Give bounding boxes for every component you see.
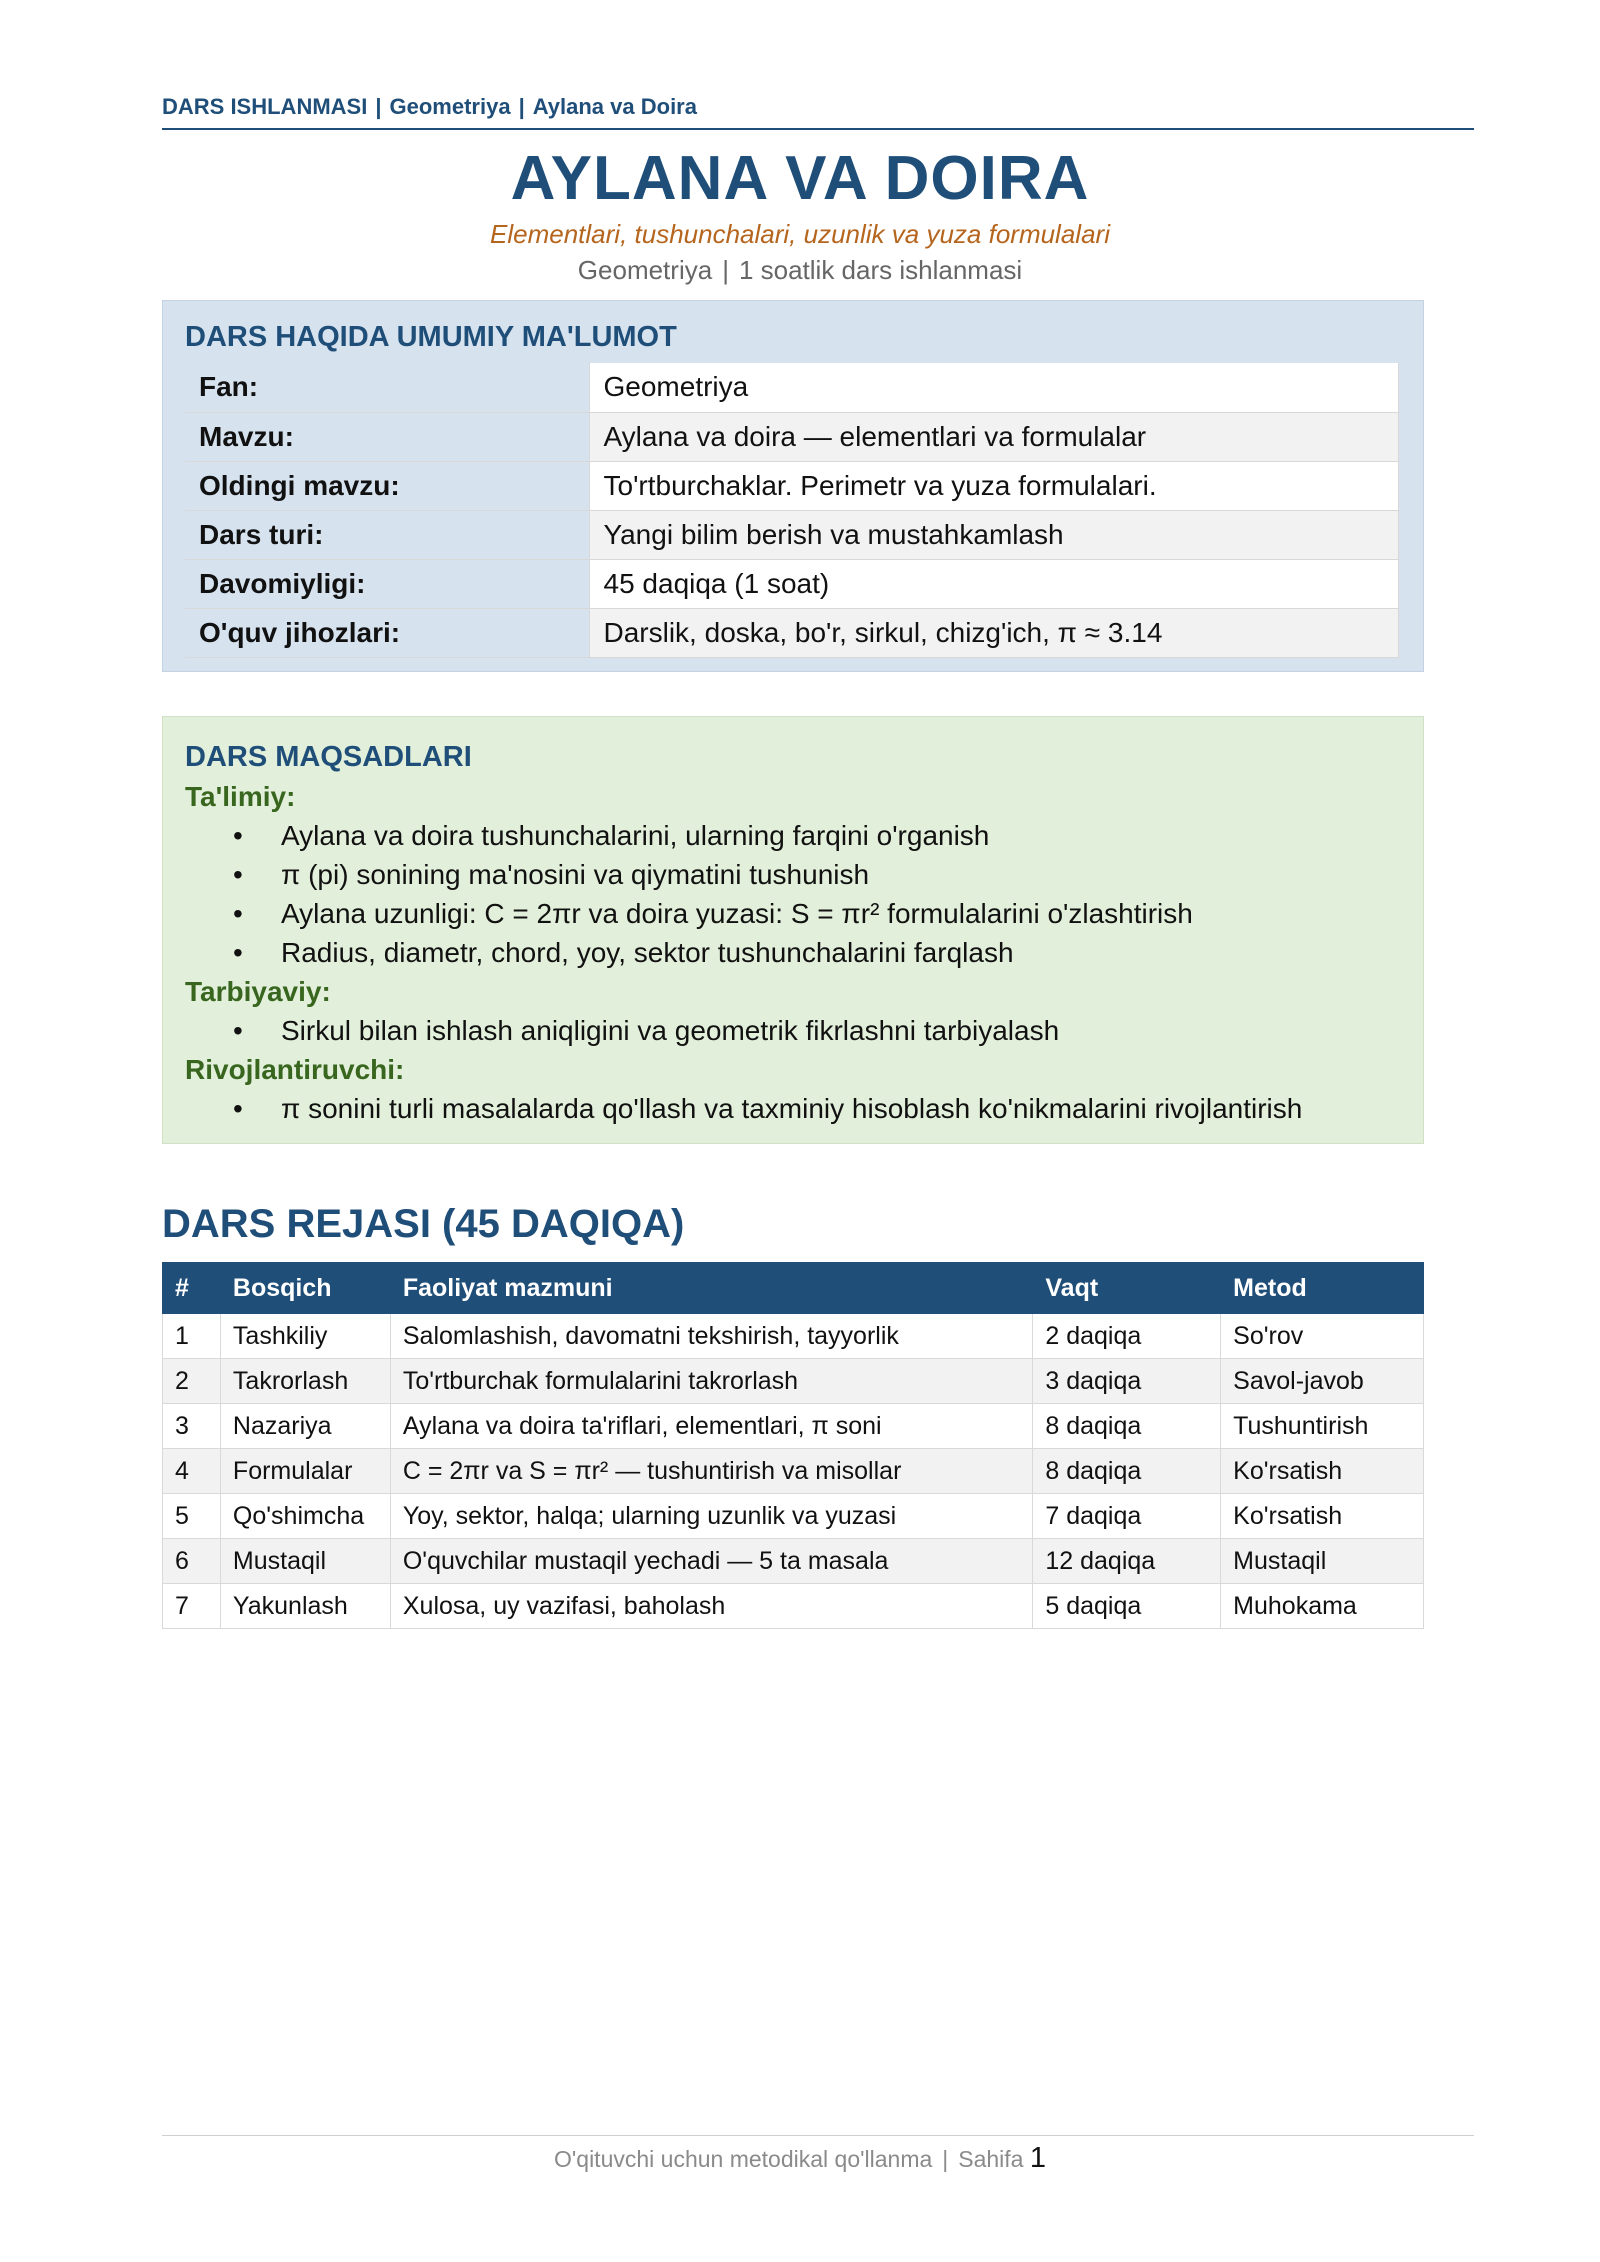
plan-cell-activity: O'quvchilar mustaqil yechadi — 5 ta masala [390, 1539, 1033, 1584]
subject-separator: | [722, 255, 729, 285]
plan-cell-number: 5 [163, 1494, 221, 1539]
header-separator: | [518, 94, 525, 119]
lesson-goals-box [162, 716, 1424, 1144]
plan-cell-activity: Xulosa, uy vazifasi, baholash [390, 1584, 1033, 1629]
lesson-goals-title: DARS MAQSADLARI [185, 741, 472, 773]
plan-cell-activity: Salomlashish, davomatni tekshirish, tayyorlik [390, 1314, 1033, 1359]
table-row [163, 1449, 1424, 1494]
running-header [162, 94, 1474, 130]
page-number: 1 [1029, 2142, 1046, 2174]
header-topic: Aylana va Doira [532, 94, 697, 119]
info-row [185, 363, 1399, 412]
info-value: Darslik, doska, bo'r, sirkul, chizg'ich, π ≈ 3.14 [589, 608, 1399, 657]
header-doc-type: DARS ISHLANMASI [162, 94, 368, 119]
info-key: Fan: [185, 363, 589, 412]
plan-cell-method: Ko'rsatish [1221, 1449, 1424, 1494]
subject-name: Geometriya [577, 255, 713, 285]
general-info-title: DARS HAQIDA UMUMIY MA'LUMOT [185, 321, 677, 353]
info-key: Dars turi: [185, 510, 589, 559]
footer-divider [162, 2135, 1474, 2136]
info-value: Aylana va doira — elementlari va formulalar [589, 412, 1399, 461]
plan-header-stage: Bosqich [220, 1263, 390, 1314]
plan-cell-method: Mustaqil [1221, 1539, 1424, 1584]
general-info-table [185, 363, 1399, 658]
document-subtitle: Elementlari, tushunchalari, uzunlik va yuza formulalari [490, 219, 1110, 249]
plan-cell-method: Tushuntirish [1221, 1404, 1424, 1449]
lesson-goals-content [185, 737, 1405, 1128]
plan-header-time: Vaqt [1033, 1263, 1221, 1314]
table-row [163, 1494, 1424, 1539]
table-row [163, 1539, 1424, 1584]
info-key: O'quv jihozlari: [185, 608, 589, 657]
subject-line [0, 255, 1600, 286]
plan-cell-activity: Yoy, sektor, halqa; ularning uzunlik va yuzasi [390, 1494, 1033, 1539]
goal-list-developmental [185, 1089, 1405, 1128]
header-subject: Geometriya [389, 94, 511, 119]
plan-cell-time: 12 daqiqa [1033, 1539, 1221, 1584]
plan-cell-number: 2 [163, 1359, 221, 1404]
plan-cell-time: 8 daqiqa [1033, 1404, 1221, 1449]
table-row [163, 1359, 1424, 1404]
goal-list-educational [185, 816, 1405, 972]
info-row [185, 559, 1399, 608]
plan-cell-activity: Aylana va doira ta'riflari, elementlari, π soni [390, 1404, 1033, 1449]
info-key: Oldingi mavzu: [185, 461, 589, 510]
goal-item: • π sonini turli masalalarda qo'llash va taxminiy hisoblash ko'nikmalarini rivojlantirish [185, 1089, 1405, 1128]
goal-category-educational: Ta'limiy: [185, 781, 296, 812]
plan-cell-stage: Yakunlash [220, 1584, 390, 1629]
plan-cell-time: 2 daqiqa [1033, 1314, 1221, 1359]
plan-cell-stage: Mustaqil [220, 1539, 390, 1584]
table-row [163, 1314, 1424, 1359]
plan-cell-number: 6 [163, 1539, 221, 1584]
goal-item: • Sirkul bilan ishlash aniqligini va geometrik fikrlashni tarbiyalash [185, 1011, 1405, 1050]
goal-category-upbringing: Tarbiyaviy: [185, 976, 331, 1007]
table-row [163, 1404, 1424, 1449]
plan-cell-stage: Takrorlash [220, 1359, 390, 1404]
plan-cell-time: 5 daqiqa [1033, 1584, 1221, 1629]
plan-cell-time: 3 daqiqa [1033, 1359, 1221, 1404]
goal-list-upbringing [185, 1011, 1405, 1050]
plan-header-method: Metod [1221, 1263, 1424, 1314]
plan-cell-number: 4 [163, 1449, 221, 1494]
plan-cell-stage: Nazariya [220, 1404, 390, 1449]
goal-item: • Aylana uzunligi: C = 2πr va doira yuzasi: S = πr² formulalarini o'zlashtirish [185, 894, 1405, 933]
plan-cell-stage: Formulalar [220, 1449, 390, 1494]
info-key: Mavzu: [185, 412, 589, 461]
plan-cell-activity: C = 2πr va S = πr² — tushuntirish va misollar [390, 1449, 1033, 1494]
plan-cell-activity: To'rtburchak formulalarini takrorlash [390, 1359, 1033, 1404]
plan-cell-method: So'rov [1221, 1314, 1424, 1359]
info-row [185, 412, 1399, 461]
footer-separator: | [942, 2146, 949, 2172]
plan-cell-stage: Tashkiliy [220, 1314, 390, 1359]
plan-cell-time: 8 daqiqa [1033, 1449, 1221, 1494]
plan-cell-number: 1 [163, 1314, 221, 1359]
plan-cell-number: 3 [163, 1404, 221, 1449]
footer-page-label: Sahifa [958, 2146, 1024, 2172]
info-row [185, 461, 1399, 510]
lesson-plan-table [162, 1262, 1424, 1629]
plan-cell-time: 7 daqiqa [1033, 1494, 1221, 1539]
info-key: Davomiyligi: [185, 559, 589, 608]
plan-cell-method: Muhokama [1221, 1584, 1424, 1629]
info-row [185, 608, 1399, 657]
info-value: 45 daqiqa (1 soat) [589, 559, 1399, 608]
footer-text: O'qituvchi uchun metodikal qo'llanma [554, 2146, 933, 2172]
plan-header-activity: Faoliyat mazmuni [390, 1263, 1033, 1314]
plan-cell-number: 7 [163, 1584, 221, 1629]
page-footer [0, 2142, 1600, 2175]
header-separator: | [375, 94, 382, 119]
plan-header-row [163, 1263, 1424, 1314]
plan-cell-method: Ko'rsatish [1221, 1494, 1424, 1539]
table-row [163, 1584, 1424, 1629]
info-value: To'rtburchaklar. Perimetr va yuza formulalari. [589, 461, 1399, 510]
general-info-box [162, 300, 1424, 672]
info-value: Yangi bilim berish va mustahkamlash [589, 510, 1399, 559]
plan-header-number: # [163, 1263, 221, 1314]
goal-item: • Radius, diametr, chord, yoy, sektor tushunchalarini farqlash [185, 933, 1405, 972]
plan-cell-method: Savol-javob [1221, 1359, 1424, 1404]
goal-item: • Aylana va doira tushunchalarini, ularning farqini o'rganish [185, 816, 1405, 855]
info-row [185, 510, 1399, 559]
lesson-plan-title: DARS REJASI (45 DAQIQA) [162, 1202, 685, 1246]
info-value: Geometriya [589, 363, 1399, 412]
plan-cell-stage: Qo'shimcha [220, 1494, 390, 1539]
goal-item: • π (pi) sonining ma'nosini va qiymatini tushunish [185, 855, 1405, 894]
goal-category-developmental: Rivojlantiruvchi: [185, 1054, 405, 1085]
document-title: AYLANA VA DOIRA [510, 144, 1090, 213]
subject-duration: 1 soatlik dars ishlanmasi [738, 255, 1023, 285]
